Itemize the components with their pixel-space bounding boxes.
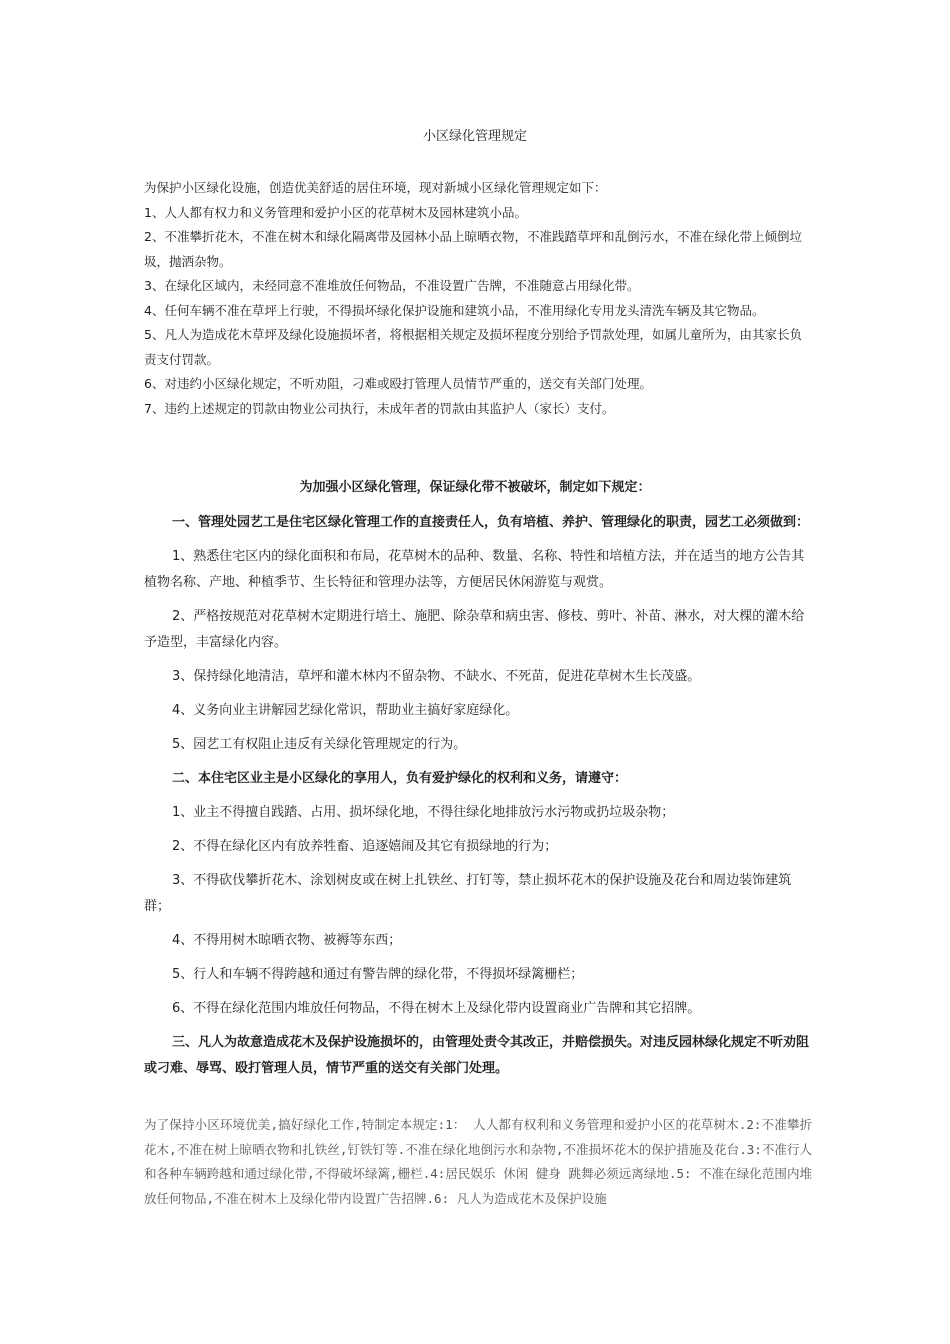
paragraph: 2、严格按规范对花草树木定期进行培土、施肥、除杂草和病虫害、修枝、剪叶、补苗、淋水，对大棵的灌木给予造型，丰富绿化内容。 [144, 609, 805, 650]
document-title: 小区绿化管理规定 [422, 129, 527, 144]
section-3-paragraph: 为了保持小区环境优美,搞好绿化工作,特制定本规定:1： 人人都有权利和义务管理和爱护小区的花草树木.2:不准攀折花木,不准在树上晾晒衣物和扎铁丝,钉铁钉等.不准在绿化地倒污水和杂物,不准损坏花木的保护措施及花台.3:不准行人和各种车辆跨越和通过绿化带,不得破坏绿篱,栅栏.4:居民娱乐 休闲 健身 跳舞必须远离绿地.5: 不准在绿化范围内堆放任何物品,不准在树木上及绿化带内设置广告招牌.6: 凡人为造成花木及保护设施 [144, 1117, 812, 1206]
paragraph: 5、凡人为造成花木草坪及绿化设施损坏者，将根据相关规定及损坏程度分别给予罚款处理，如属儿童所为，由其家长负责支付罚款。 [144, 327, 802, 367]
paragraph: 5、园艺工有权阻止违反有关绿化管理规定的行为。 [172, 737, 467, 752]
paragraph: 4、义务向业主讲解园艺绿化常识，帮助业主搞好家庭绿化。 [172, 703, 519, 718]
heading-paragraph: 一、管理处园艺工是住宅区绿化管理工作的直接责任人，负有培植、养护、管理绿化的职责，园艺工必须做到： [172, 515, 810, 530]
paragraph: 3、保持绿化地清洁，草坪和灌木林内不留杂物、不缺水、不死苗，促进花草树木生长茂盛。 [172, 669, 701, 684]
paragraph: 4、任何车辆不准在草坪上行驶，不得损坏绿化保护设施和建筑小品，不准用绿化专用龙头清洗车辆及其它物品。 [144, 302, 765, 318]
section-2-title: 为加强小区绿化管理，保证绿化带不被破坏，制定如下规定： [299, 480, 651, 495]
paragraph: 2、不准攀折花木，不准在树木和绿化隔离带及园林小品上晾晒衣物，不准践踏草坪和乱倒污水，不准在绿化带上倾倒垃圾，抛洒杂物。 [144, 229, 802, 269]
section-2 [144, 510, 812, 1090]
paragraph: 3、在绿化区域内，未经同意不准堆放任何物品，不准设置广告牌，不准随意占用绿化带。 [144, 278, 640, 293]
section-1 [144, 176, 812, 421]
paragraph: 1、业主不得擅自践踏、占用、损坏绿化地，不得往绿化地排放污水污物或扔垃圾杂物； [172, 805, 675, 820]
paragraph: 1、人人都有权力和义务管理和爱护小区的花草树木及园林建筑小品。 [144, 204, 527, 220]
paragraph: 6、对违约小区绿化规定，不听劝阻，刁难或殴打管理人员情节严重的，送交有关部门处理。 [144, 376, 652, 391]
paragraph: 3、不得砍伐攀折花木、涂划树皮或在树上扎铁丝、打钉等，禁止损坏花木的保护设施及花台和周边装饰建筑群； [144, 873, 792, 914]
heading-paragraph: 三、凡人为故意造成花木及保护设施损坏的，由管理处责令其改正，并赔偿损失。对违反园林绿化规定不听劝阻或刁难、辱骂、殴打管理人员，情节严重的送交有关部门处理。 [144, 1035, 810, 1076]
paragraph: 5、行人和车辆不得跨越和通过有警告牌的绿化带，不得损坏绿篱栅栏； [172, 967, 584, 982]
paragraph: 6、不得在绿化范围内堆放任何物品，不得在树木上及绿化带内设置商业广告牌和其它招牌。 [172, 1001, 701, 1016]
paragraph: 2、不得在绿化区内有放养牲畜、追逐嬉闹及其它有损绿地的行为； [172, 839, 558, 854]
paragraph: 4、不得用树木晾晒衣物、被褥等东西； [172, 933, 402, 948]
paragraph: 1、熟悉住宅区内的绿化面积和布局，花草树木的品种、数量、名称、特性和培植方法，并在适当的地方公告其植物名称、产地、种植季节、生长特征和管理办法等，方便居民休闲游览与观赏。 [144, 549, 805, 590]
paragraph: 7、违约上述规定的罚款由物业公司执行，未成年者的罚款由其监护人（家长）支付。 [144, 400, 615, 416]
paragraph: 为保护小区绿化设施，创造优美舒适的居住环境，现对新城小区绿化管理规定如下： [144, 180, 607, 195]
heading-paragraph: 二、本住宅区业主是小区绿化的享用人，负有爱护绿化的权利和义务，请遵守： [172, 771, 628, 786]
